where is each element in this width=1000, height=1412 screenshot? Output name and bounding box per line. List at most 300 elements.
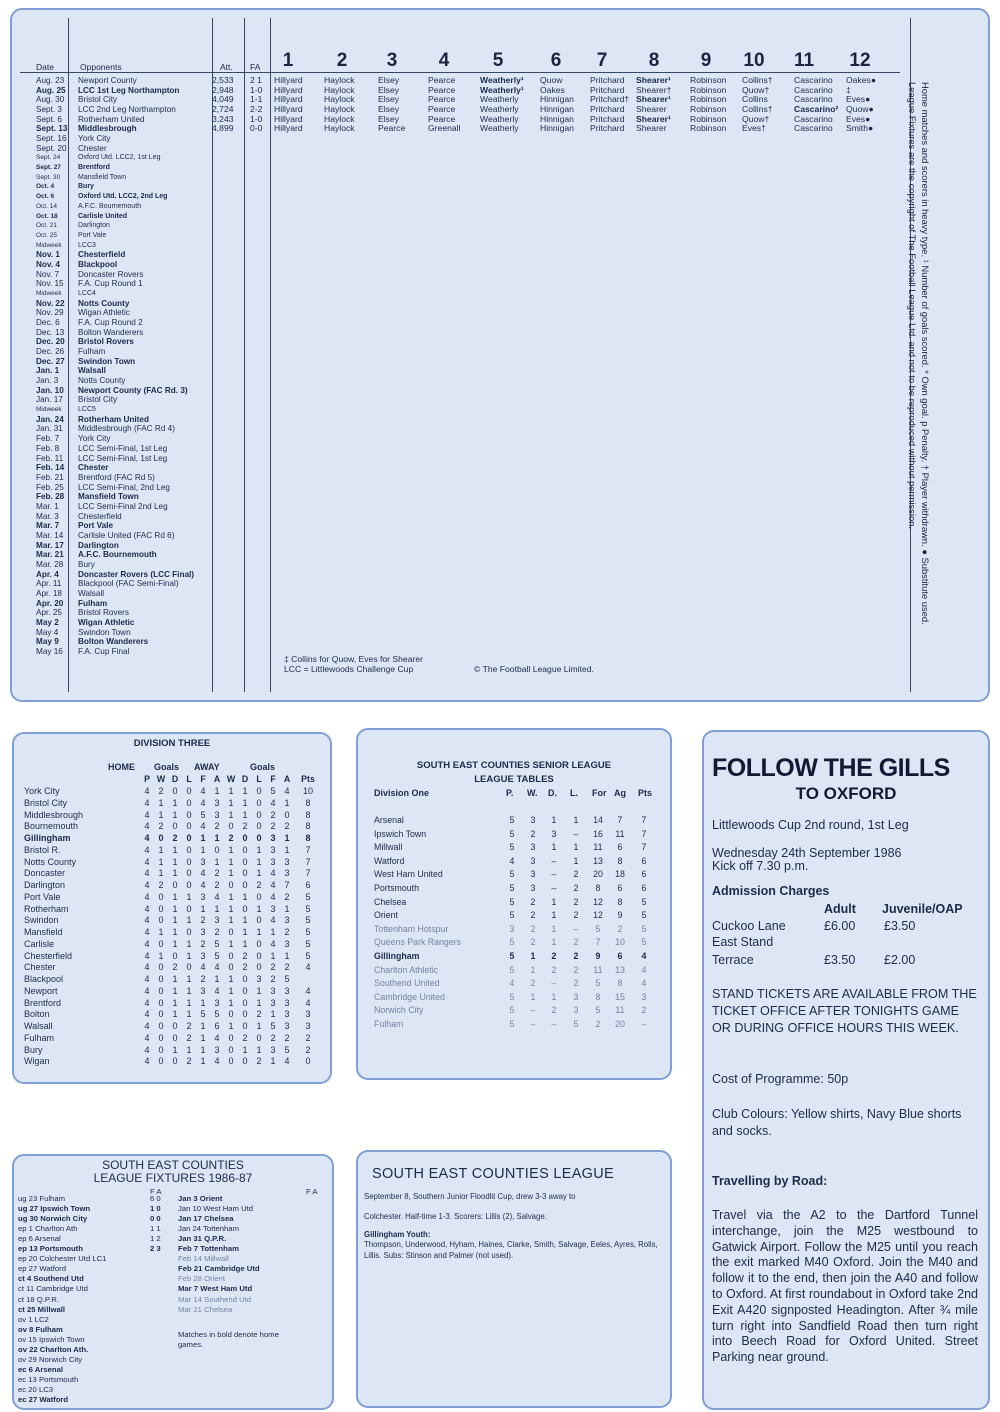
fixture-date: Nov. 15	[36, 279, 64, 289]
stat-value: 11	[615, 828, 625, 839]
stat-value: 7	[617, 815, 623, 825]
stat-value: 1	[551, 896, 557, 907]
fixture-opponent: Carlisle United (FAC Rd 6)	[78, 530, 175, 540]
fixture-opponent: LCC Semi-Final, 1st Leg	[78, 443, 168, 453]
stat-value: 0	[186, 844, 192, 855]
stat-value: 0	[228, 950, 234, 961]
standing-row	[358, 977, 670, 991]
stat-value: 2	[284, 891, 290, 902]
score: 2 1	[250, 75, 262, 85]
stat-value: 3	[530, 842, 536, 853]
stat-value: 5	[284, 1044, 290, 1055]
stat-value: 1	[551, 923, 557, 934]
score: 0-0	[250, 123, 263, 134]
stat-value: 2	[595, 1019, 601, 1029]
stat-value: 0	[242, 1021, 248, 1031]
stat-value: 1	[186, 915, 192, 926]
fixture-date: Jan. 3	[36, 376, 59, 386]
team-name: Arsenal	[374, 815, 404, 825]
player-name: Eves†	[742, 123, 766, 134]
stat-value: –	[573, 923, 579, 934]
team-name: Norwich City	[374, 1005, 424, 1016]
stat-value: 2	[242, 1032, 248, 1043]
stat-value: 1	[172, 844, 178, 855]
fixture-row	[12, 173, 232, 183]
stat-value: 1	[158, 797, 164, 808]
stat-value: 0	[158, 1021, 164, 1031]
stat-value: 1	[172, 868, 178, 879]
stat-value: 5	[641, 937, 647, 948]
fixture-date: May 9	[36, 637, 59, 647]
player-name: Quow●	[846, 104, 874, 115]
stat-value: 0	[256, 891, 262, 902]
fixture-opponent: F.A. Cup Round 1	[78, 279, 143, 289]
stat-value: 1	[270, 927, 276, 937]
fixture-row	[12, 318, 232, 328]
player-name: ‡	[846, 84, 851, 95]
team-name: Chesterfield	[24, 950, 73, 961]
fixture-date: Dec. 27	[36, 356, 65, 366]
fixture-opponent: Fulham	[78, 598, 108, 608]
stat-value: 0	[186, 880, 192, 890]
stat-value: 3	[214, 1044, 220, 1055]
stat-value: 0	[172, 880, 178, 890]
standing-row	[14, 951, 330, 963]
stat-value: 4	[144, 1044, 150, 1055]
stat-value: 4	[214, 1056, 220, 1067]
column-header: W	[156, 774, 166, 784]
stat-value: 16	[593, 828, 603, 839]
fixture-entry: ep 1 Charlton Ath	[18, 1224, 78, 1234]
player-name: Robinson	[690, 94, 727, 105]
stat-value: 3	[270, 1044, 276, 1055]
match-record-sheet	[10, 8, 990, 702]
stat-value: 4	[270, 915, 276, 926]
column-header: F	[200, 774, 206, 784]
stat-value: 4	[509, 855, 515, 866]
fixture-score: 2 3	[150, 1244, 161, 1254]
fixture-date: Mar. 28	[36, 560, 64, 569]
fixture-date: Feb. 21	[36, 472, 64, 482]
player-name: Oakes●	[846, 75, 877, 85]
stat-value: 2	[641, 1005, 647, 1016]
stat-value: 8	[305, 833, 311, 843]
stat-value: 4	[144, 974, 150, 984]
fixture-row	[12, 376, 232, 386]
standing-row	[358, 882, 670, 896]
player-name: Eves●	[846, 113, 871, 124]
team-name: Fulham	[374, 1019, 404, 1029]
stat-value: 1	[214, 903, 220, 914]
stat-value: –	[551, 883, 557, 893]
player-name: Cascarino	[794, 123, 833, 134]
stat-value: 5	[200, 809, 206, 820]
standing-row	[358, 991, 670, 1005]
fixture-row	[12, 463, 232, 473]
fixture-entry: ep 13 Portsmouth	[18, 1244, 83, 1254]
stat-value: 0	[242, 1056, 248, 1067]
stat-value: 3	[284, 1021, 290, 1031]
kickoff-time: Kick off 7.30 p.m.	[712, 859, 809, 873]
stat-value: 1	[242, 927, 248, 937]
stat-value: 1	[186, 938, 192, 949]
stat-value: 0	[228, 962, 234, 973]
player-name: Collins	[742, 94, 768, 105]
fixture-opponent: Bristol Rovers	[78, 337, 134, 347]
fixture-opponent: Walsall	[78, 366, 106, 376]
player-name: Pearce	[378, 123, 406, 134]
stat-value: 1	[256, 985, 262, 996]
stat-value: 2	[186, 1056, 192, 1067]
fixture-row	[12, 521, 232, 531]
stat-value: –	[551, 855, 557, 866]
player-name: Shearer¹	[636, 75, 671, 85]
player-name: Hillyard	[274, 75, 303, 85]
fixture-entry: Jan 31 Q.P.R.	[178, 1234, 227, 1244]
competition: Littlewoods Cup 2nd round, 1st Leg	[712, 818, 909, 832]
stat-value: 3	[270, 903, 276, 914]
stat-value: 2	[200, 938, 206, 949]
stat-value: 18	[615, 869, 625, 880]
stat-value: 1	[242, 809, 248, 820]
stat-value: 6	[617, 951, 623, 961]
fixture-row	[12, 444, 232, 454]
fixture-score: 1 2	[150, 1234, 161, 1244]
fixture-opponent: Middlesbrough	[78, 124, 137, 134]
fixture-date: Oct. 18	[36, 212, 58, 220]
stat-value: 0	[172, 1021, 178, 1031]
stat-value: 12	[593, 896, 603, 907]
stat-value: 1	[228, 868, 234, 879]
fixtures-title: SOUTH EAST COUNTIES	[102, 1158, 244, 1172]
stat-value: –	[530, 1005, 536, 1016]
stat-value: 4	[270, 891, 276, 902]
standing-row	[14, 1009, 330, 1021]
team-name: Bristol R.	[24, 844, 61, 855]
programme-cost: Cost of Programme: 50p	[712, 1072, 849, 1086]
stat-value: 0	[228, 1009, 234, 1020]
stat-value: 1	[270, 1009, 276, 1020]
stat-value: 1	[242, 915, 248, 926]
stat-value: 2	[530, 923, 536, 934]
fixture-date: Oct. 6	[36, 193, 55, 201]
player-name: Pritchard	[590, 123, 625, 134]
stat-value: 2	[270, 962, 276, 973]
fixture-date: Oct. 21	[36, 222, 57, 230]
fixture-entry: ep 27 Watford	[18, 1264, 67, 1274]
fixture-date: Aug. 30	[36, 95, 65, 105]
fixture-opponent: Notts County	[78, 298, 130, 308]
home-label: HOME	[108, 762, 135, 772]
price: £3.50	[824, 953, 856, 967]
team-name: Ipswich Town	[374, 828, 427, 839]
fixture-date: Apr. 4	[36, 569, 59, 579]
column-header: For	[592, 788, 607, 798]
stat-value: 1	[200, 1044, 206, 1055]
stat-value: 1	[172, 891, 178, 902]
standing-row	[358, 841, 670, 855]
stat-value: –	[551, 1019, 557, 1029]
player-name: Pearce	[428, 75, 456, 85]
stat-value: 1	[214, 786, 220, 796]
stat-value: 5	[509, 883, 515, 893]
stat-value: 4	[641, 964, 647, 975]
fixture-date: Apr. 18	[36, 589, 62, 599]
stat-value: 1	[256, 868, 262, 879]
standing-row	[358, 828, 670, 842]
fixture-opponent: LCC 2nd Leg Northampton	[78, 105, 176, 115]
team-name: Swindon	[24, 915, 59, 926]
fixture-date: Mar. 21	[36, 550, 64, 560]
stat-value: 15	[615, 991, 625, 1002]
fixture-opponent: Bristol City	[78, 95, 118, 105]
player-name: Collins†	[742, 104, 773, 115]
rule	[20, 72, 900, 73]
fixture-date: Dec. 20	[36, 337, 65, 347]
fixture-date: Feb. 25	[36, 482, 64, 492]
stat-value: 1	[228, 856, 234, 867]
stat-value: 0	[256, 1032, 262, 1043]
standing-row	[14, 880, 330, 892]
stat-value: 1	[284, 903, 290, 914]
player-name: Robinson	[690, 113, 727, 124]
fixture-date: Midweek	[36, 406, 62, 414]
player-name: Hinnigan	[540, 113, 574, 124]
stat-value: 1	[284, 950, 290, 961]
area-name: East Stand	[712, 935, 774, 949]
stat-value: 0	[186, 797, 192, 808]
player-name: Greenall	[428, 123, 461, 134]
column-header: D.	[548, 788, 557, 798]
team-name: Fulham	[24, 1032, 55, 1043]
stat-value: 2	[270, 1032, 276, 1043]
stat-value: 5	[284, 974, 290, 984]
stat-value: 7	[305, 868, 311, 879]
stat-value: 0	[256, 962, 262, 973]
stat-value: –	[551, 869, 557, 880]
stat-value: 2	[551, 951, 557, 961]
area-name: Terrace	[712, 953, 754, 967]
stat-value: 1	[186, 997, 192, 1008]
fixture-opponent: Middlesbrough (FAC Rd 4)	[78, 424, 175, 434]
attendance: 3,243	[212, 113, 234, 124]
stat-value: 0	[186, 821, 192, 832]
stat-value: 1	[186, 950, 192, 961]
fixture-opponent: Chester	[78, 463, 109, 473]
column-header: L	[256, 774, 262, 784]
stat-value: 5	[270, 1021, 276, 1031]
stat-value: 1	[172, 938, 178, 949]
stat-value: 5	[509, 937, 515, 948]
fixture-opponent: Chester	[78, 143, 107, 153]
standing-row	[14, 798, 330, 810]
stat-value: 4	[305, 962, 311, 973]
stat-value: 0	[228, 821, 234, 832]
fixture-row	[12, 115, 232, 125]
juvenile-label: Juvenile/OAP	[882, 902, 963, 916]
stat-value: 2	[200, 974, 206, 984]
fixture-opponent: Swindon Town	[78, 627, 131, 637]
player-column-number: 11	[793, 50, 815, 71]
header-opponents: Opponents	[80, 62, 122, 72]
fixture-row	[12, 289, 232, 299]
standing-row	[14, 962, 330, 974]
stat-value: 1	[551, 910, 557, 921]
stat-value: 3	[551, 828, 557, 839]
senior-league-table	[356, 728, 672, 1080]
fixture-date: Apr. 20	[36, 598, 64, 608]
fixture-opponent: York City	[78, 434, 111, 444]
stat-value: 1	[530, 951, 536, 961]
stat-value: 1	[228, 985, 234, 996]
rule	[244, 18, 245, 692]
standing-row	[358, 1004, 670, 1018]
fixture-row	[12, 647, 232, 657]
stat-value: 3	[200, 950, 206, 961]
header-attendance: Att.	[220, 62, 233, 72]
player-name: Pritchard	[590, 104, 625, 115]
fixture-date: Midweek	[36, 241, 62, 249]
stat-value: 1	[186, 1044, 192, 1055]
stat-value: 1	[284, 844, 290, 855]
stat-value: 1	[214, 856, 220, 867]
stat-value: 4	[641, 978, 647, 989]
fixture-opponent: York City	[78, 134, 111, 144]
stat-value: 8	[305, 797, 311, 808]
stat-value: 3	[200, 856, 206, 867]
stat-value: 1	[551, 815, 557, 825]
stat-value: 2	[158, 821, 164, 832]
fixture-date: Dec. 26	[36, 347, 65, 357]
stat-value: 0	[284, 809, 290, 820]
stat-value: 2	[530, 937, 536, 948]
stat-value: 4	[144, 891, 150, 902]
team-name: Chelsea	[374, 896, 407, 907]
player-name: Shearer¹	[636, 113, 671, 124]
stat-value: 1	[200, 1056, 206, 1067]
player-name: Hinnigan	[540, 123, 574, 134]
fixture-opponent: Bolton Wanderers	[78, 327, 144, 337]
fixture-date: Jan. 1	[36, 366, 60, 376]
fixture-entry: Feb 28 Orient	[178, 1274, 226, 1284]
player-column-number: 6	[550, 50, 562, 71]
stat-value: 1	[573, 855, 579, 866]
score: 1-1	[250, 94, 263, 105]
stat-value: 4	[144, 1032, 150, 1043]
fixture-opponent: Brentford (FAC Rd 5)	[78, 472, 155, 482]
price: £3.50	[884, 919, 916, 933]
fixture-opponent: Notts County	[78, 376, 126, 386]
fixture-opponent: Rotherham United	[78, 114, 145, 124]
stat-value: 1	[242, 891, 248, 902]
fixture-date: Oct. 4	[36, 183, 55, 191]
fixture-row	[12, 415, 232, 425]
away-travel-info	[702, 730, 990, 1410]
player-name: Elsey	[378, 104, 400, 115]
league-subtitle: LEAGUE TABLES	[474, 774, 554, 785]
stat-value: 0	[158, 1056, 164, 1067]
stat-value: 1	[284, 797, 290, 808]
player-name: Oakes	[540, 84, 565, 95]
stat-value: 3	[200, 891, 206, 902]
player-column-number: 4	[438, 50, 450, 71]
report-line: September 8, Southern Junior Floodlit Cup, drew 3-3 away to	[364, 1192, 576, 1201]
player-name: Haylock	[324, 84, 355, 95]
fixture-row	[12, 328, 232, 338]
fixture-opponent: Oxford Utd. LCC2, 2nd Leg	[78, 193, 168, 201]
fixture-date: Mar. 1	[36, 501, 59, 511]
stat-value: 6	[617, 842, 623, 853]
standing-row	[14, 833, 330, 845]
fixture-entry: Jan 10 West Ham Utd	[178, 1204, 254, 1214]
fixture-row	[12, 473, 232, 483]
stat-value: 2	[186, 1032, 192, 1043]
stat-value: 4	[200, 786, 206, 796]
fixture-date: Sept. 20	[36, 143, 67, 153]
fixture-opponent: Mansfield Town	[78, 173, 127, 181]
fixture-date: Sept. 27	[36, 164, 61, 172]
fixture-row	[12, 337, 232, 347]
stat-value: 0	[186, 962, 192, 973]
stat-value: 2	[270, 809, 276, 820]
club-colours: Club Colours: Yellow shirts, Navy Blue shorts and socks.	[712, 1107, 962, 1138]
stat-value: 1	[172, 856, 178, 867]
stat-value: 0	[256, 786, 262, 796]
fixture-opponent: Fulham	[78, 347, 106, 357]
column-header: D	[241, 774, 249, 784]
stat-value: 3	[270, 856, 276, 867]
stat-value: 1	[200, 1021, 206, 1031]
standing-row	[14, 821, 330, 833]
fixture-row	[12, 454, 232, 464]
stat-value: 4	[144, 938, 150, 949]
fixture-row	[12, 395, 232, 405]
stat-value: 0	[186, 786, 192, 796]
fixture-entry: ug 23 Fulham	[18, 1194, 66, 1203]
team-name: Chester	[24, 962, 56, 973]
stat-value: 10	[302, 786, 313, 796]
stat-value: 3	[270, 833, 276, 843]
stat-value: 6	[641, 869, 647, 880]
column-header: W	[226, 774, 236, 784]
stat-value: –	[530, 1019, 536, 1029]
stat-value: 3	[270, 844, 276, 855]
stat-value: 3	[214, 915, 220, 926]
stat-value: –	[551, 978, 557, 989]
team-name: Brentford	[24, 997, 62, 1008]
stat-value: 5	[509, 896, 515, 907]
stat-value: 2	[551, 1005, 557, 1016]
youth-lineup: Thompson, Underwood, Hyham, Haines, Clarke, Smith, Salvage, Eeles, Ayres, Rolls, Lillis. Subs: Stinson and Palmer (not used).	[364, 1240, 658, 1260]
player-column-number: 7	[596, 50, 608, 71]
player-name: Pritchard	[590, 113, 625, 124]
stat-value: 0	[186, 927, 192, 937]
stat-value: 1	[186, 974, 192, 984]
stat-value: 3	[284, 938, 290, 949]
stat-value: 1	[228, 797, 234, 808]
fixture-row	[12, 579, 232, 589]
stat-value: 0	[158, 833, 164, 843]
stat-value: 6	[305, 880, 311, 890]
team-name: Bournemouth	[24, 821, 79, 832]
attendance: 2,724	[212, 104, 234, 115]
fixture-row	[12, 163, 232, 173]
stat-value: 0	[172, 950, 178, 961]
player-name: Hillyard	[274, 113, 303, 124]
division-label: Division One	[374, 788, 430, 798]
fixture-entry: ep 20 Colchester Utd LC1	[18, 1254, 107, 1264]
stat-value: 5	[305, 950, 311, 961]
